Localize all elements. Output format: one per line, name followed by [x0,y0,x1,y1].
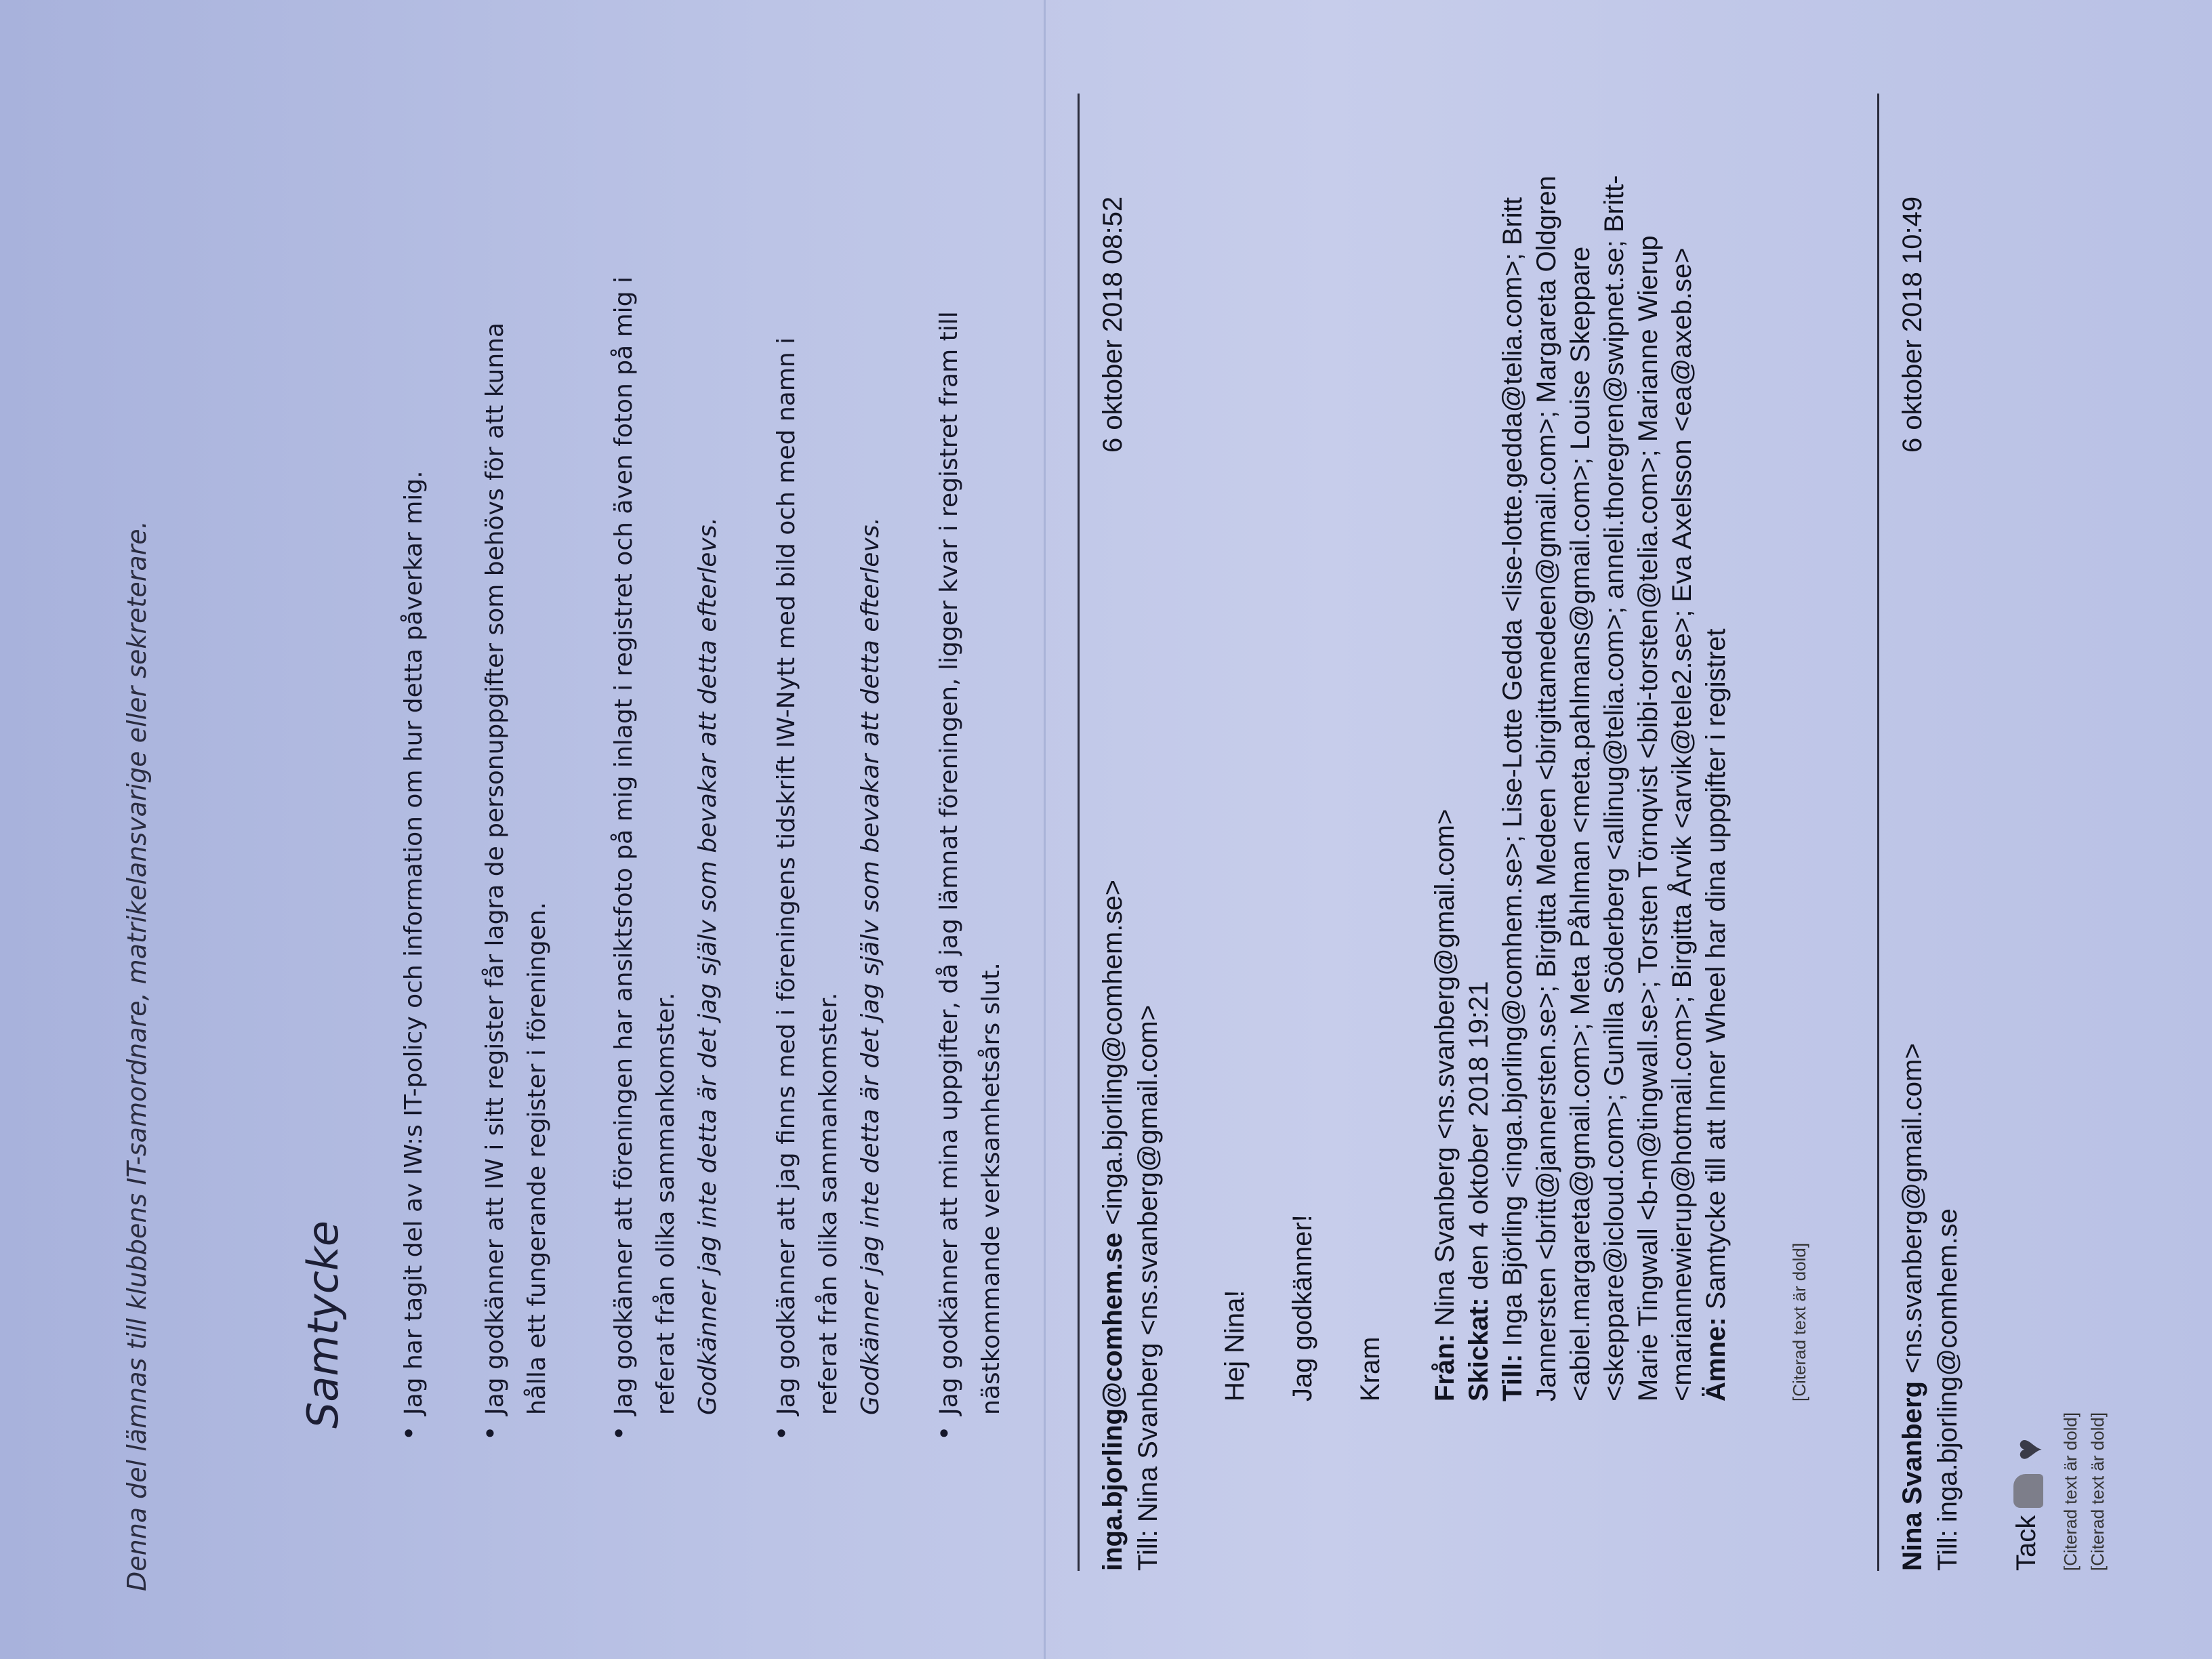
intro-note: Denna del lämnas till klubbens IT-samordnare, matrikelansvarige eller sekreterare. [122,520,152,1591]
email1-header [1098,880,1128,1571]
forwarded-to-line: <skeppare@icloud.com>; Gunilla Söderberg <allinug@telia.com>; anneli.thoregren@swipnet.se; Britt- [1599,175,1629,1401]
consent-item-note: Godkänner jag inte detta är det jag själv som bevakar att detta efterlevs. [857,517,884,1415]
heart-icon: ♥ [2007,1438,2049,1461]
forwarded-to-line: Jannersten <britt@jannersten.se>; Birgitta Medeen <birgittamedeen@gmail.com>; Margareta Oldgren [1532,176,1561,1401]
consent-item-3 [603,276,729,1441]
forwarded-to-line: <mariannewierup@hotmail.com>; Birgitta Årvik <arvik@tele2.se>; Eva Axelsson <ea@axeb.se> [1667,247,1697,1401]
consent-item-4 [766,337,892,1441]
email2-body-text: Tack [2011,1515,2042,1571]
email1-sender: inga.bjorling@comhem.se [1098,1232,1128,1571]
forwarded-from [1430,809,1460,1401]
quoted-text-toggle[interactable]: [Citerad text är dold] [2087,1412,2108,1571]
email-divider [1877,94,1879,1571]
consent-item-line: hålla ett fungerande register i föreningen. [523,901,551,1415]
forwarded-subject-label: Ämne: [1701,1317,1731,1401]
email-divider [1078,94,1080,1571]
bullet-icon: • [394,1425,424,1441]
forwarded-sent-value: den 4 oktober 2018 19:21 [1464,981,1494,1290]
consent-heading: Samtycke [298,1221,348,1429]
quoted-text-toggle[interactable]: [Citerad text är dold] [1789,1242,1809,1401]
forwarded-from-value: Nina Svanberg <ns.svanberg@gmail.com> [1430,808,1460,1326]
quoted-text-toggle[interactable]: [Citerad text är dold] [2060,1412,2081,1571]
forwarded-sent-label: Skickat: [1464,1297,1494,1401]
bullet-icon: • [930,1425,960,1441]
forwarded-sent [1464,981,1494,1401]
consent-item-line: Jag godkänner att jag finns med i föreningens tidskrift IW-Nytt med bild och med namn i [773,337,800,1415]
email2-sender-address: <ns.svanberg@gmail.com> [1898,1043,1927,1374]
forwarded-to-line: <abiel.margareta@gmail.com>; Meta Påhlman <meta.pahlmans@gmail.com>; Louise Skeppare [1565,246,1595,1401]
email1-date: 6 oktober 2018 08:52 [1098,196,1128,453]
email2-date: 6 oktober 2018 10:49 [1898,196,1927,453]
email2-recipient: Till: inga.bjorling@comhem.se [1933,1208,1963,1571]
bullet-icon: • [476,1425,506,1441]
email1-closing: Kram [1355,1336,1385,1401]
forwarded-to-label: Till: [1498,1353,1528,1401]
email2-header [1898,1043,1928,1571]
consent-item-5 [928,311,1012,1441]
consent-item-1 [393,470,435,1441]
thumbs-up-icon [2013,1474,2043,1508]
forwarded-subject-value: Samtycke till att Inner Wheel har dina uppgifter i registret [1701,628,1731,1310]
forwarded-from-label: Från: [1430,1334,1460,1401]
consent-item-line: Jag godkänner att mina uppgifter, då jag lämnat föreningen, ligger kvar i registret fram till [935,311,963,1415]
consent-item-line: Jag godkänner att föreningen har ansiktsfoto på mig inlagt i registret och även foton på mig i [610,276,638,1415]
consent-item-line: nästkommande verksamhetsårs slut. [977,962,1005,1415]
consent-item-note: Godkänner jag inte detta är det jag själv som bevakar att detta efterlevs. [694,517,722,1415]
forwarded-to-line: Marie Tingwall <b-m@tingwall.se>; Torsten Törnqvist <bibi-torsten@telia.com>; Marianne Wierup [1633,235,1663,1401]
bullet-icon: • [767,1425,797,1441]
consent-item-line: referat från olika sammankomster. [652,992,680,1415]
forwarded-to [1498,197,1528,1401]
forwarded-to-line: Inga Björling <inga.bjorling@comhem.se>; Lise-Lotte Gedda <lise-lotte.gedda@telia.com>; Britt [1498,197,1528,1347]
consent-item-2 [474,322,558,1441]
consent-item-line: Jag godkänner att IW i sitt register får lagra de personuppgifter som behövs för att kunna [481,322,509,1415]
email2-body [2006,1438,2050,1571]
email1-recipient: Till: Nina Svanberg <ns.svanberg@gmail.com> [1133,1004,1163,1571]
email2-sender: Nina Svanberg [1898,1380,1927,1571]
email1-greeting: Hej Nina! [1220,1290,1250,1401]
email1-sender-address: <inga.bjorling@comhem.se> [1098,880,1128,1225]
consent-item-line: Jag har tagit del av IW:s IT-policy och information om hur detta påverkar mig. [400,470,428,1415]
consent-item-line: referat från olika sammankomster. [815,992,842,1415]
email1-body: Jag godkänner! [1288,1214,1317,1401]
bullet-icon: • [605,1425,634,1441]
forwarded-subject [1701,629,1732,1401]
